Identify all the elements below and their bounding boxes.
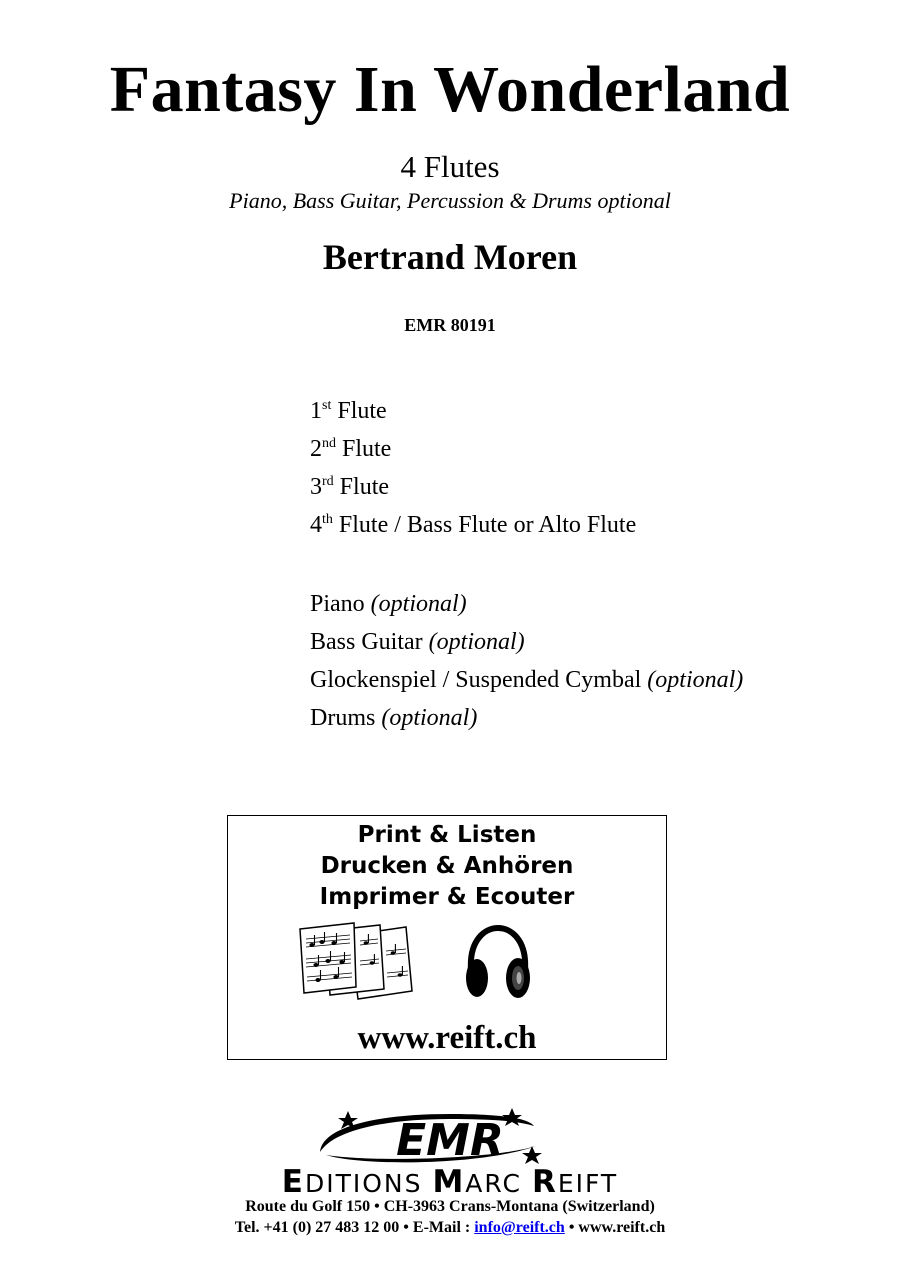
print-listen-line: Drucken & Anhören bbox=[320, 853, 574, 879]
print-listen-line: Imprimer & Ecouter bbox=[319, 884, 575, 910]
optional-part-item: Bass Guitar (optional) bbox=[310, 629, 525, 655]
website-suffix[interactable]: • www.reift.ch bbox=[564, 1219, 666, 1236]
optional-part-item: Drums (optional) bbox=[310, 705, 478, 731]
print-listen-lines bbox=[228, 820, 666, 913]
emr-logo bbox=[300, 1108, 600, 1170]
print-listen-box bbox=[227, 815, 667, 1060]
phone-label: Tel. +41 (0) 27 483 12 00 • E-Mail : bbox=[234, 1219, 475, 1236]
catalog-number: EMR 80191 bbox=[404, 315, 496, 335]
publisher-name: EDITIONS MARC REIFT bbox=[281, 1164, 619, 1200]
parts-list bbox=[310, 392, 743, 737]
box-website-url[interactable]: www.reift.ch bbox=[357, 1020, 537, 1056]
instrumentation: 4 Flutes bbox=[400, 149, 500, 184]
part-item: 4th Flute / Bass Flute or Alto Flute bbox=[310, 512, 637, 538]
page-title: Fantasy In Wonderland bbox=[109, 53, 791, 126]
optional-part-item: Glockenspiel / Suspended Cymbal (optional) bbox=[310, 667, 744, 693]
list-spacer bbox=[310, 544, 743, 585]
composer-name: Bertrand Moren bbox=[322, 237, 578, 277]
part-item: 2nd Flute bbox=[310, 436, 392, 462]
print-listen-line: Print & Listen bbox=[357, 822, 537, 848]
sheet-music-icon bbox=[298, 921, 413, 1001]
publisher-contact bbox=[0, 1217, 900, 1239]
emr-logo-text: EMR bbox=[396, 1115, 504, 1166]
headphones-icon bbox=[463, 924, 533, 1002]
publisher-address: Route du Golf 150 • CH-3963 Crans-Montana (Switzerland) bbox=[245, 1198, 655, 1215]
part-item: 3rd Flute bbox=[310, 474, 390, 500]
optional-instruments-line: Piano, Bass Guitar, Percussion & Drums optional bbox=[229, 188, 671, 213]
part-item: 1st Flute bbox=[310, 398, 387, 424]
optional-part-item: Piano (optional) bbox=[310, 591, 467, 617]
email-link[interactable]: info@reift.ch bbox=[474, 1219, 565, 1236]
